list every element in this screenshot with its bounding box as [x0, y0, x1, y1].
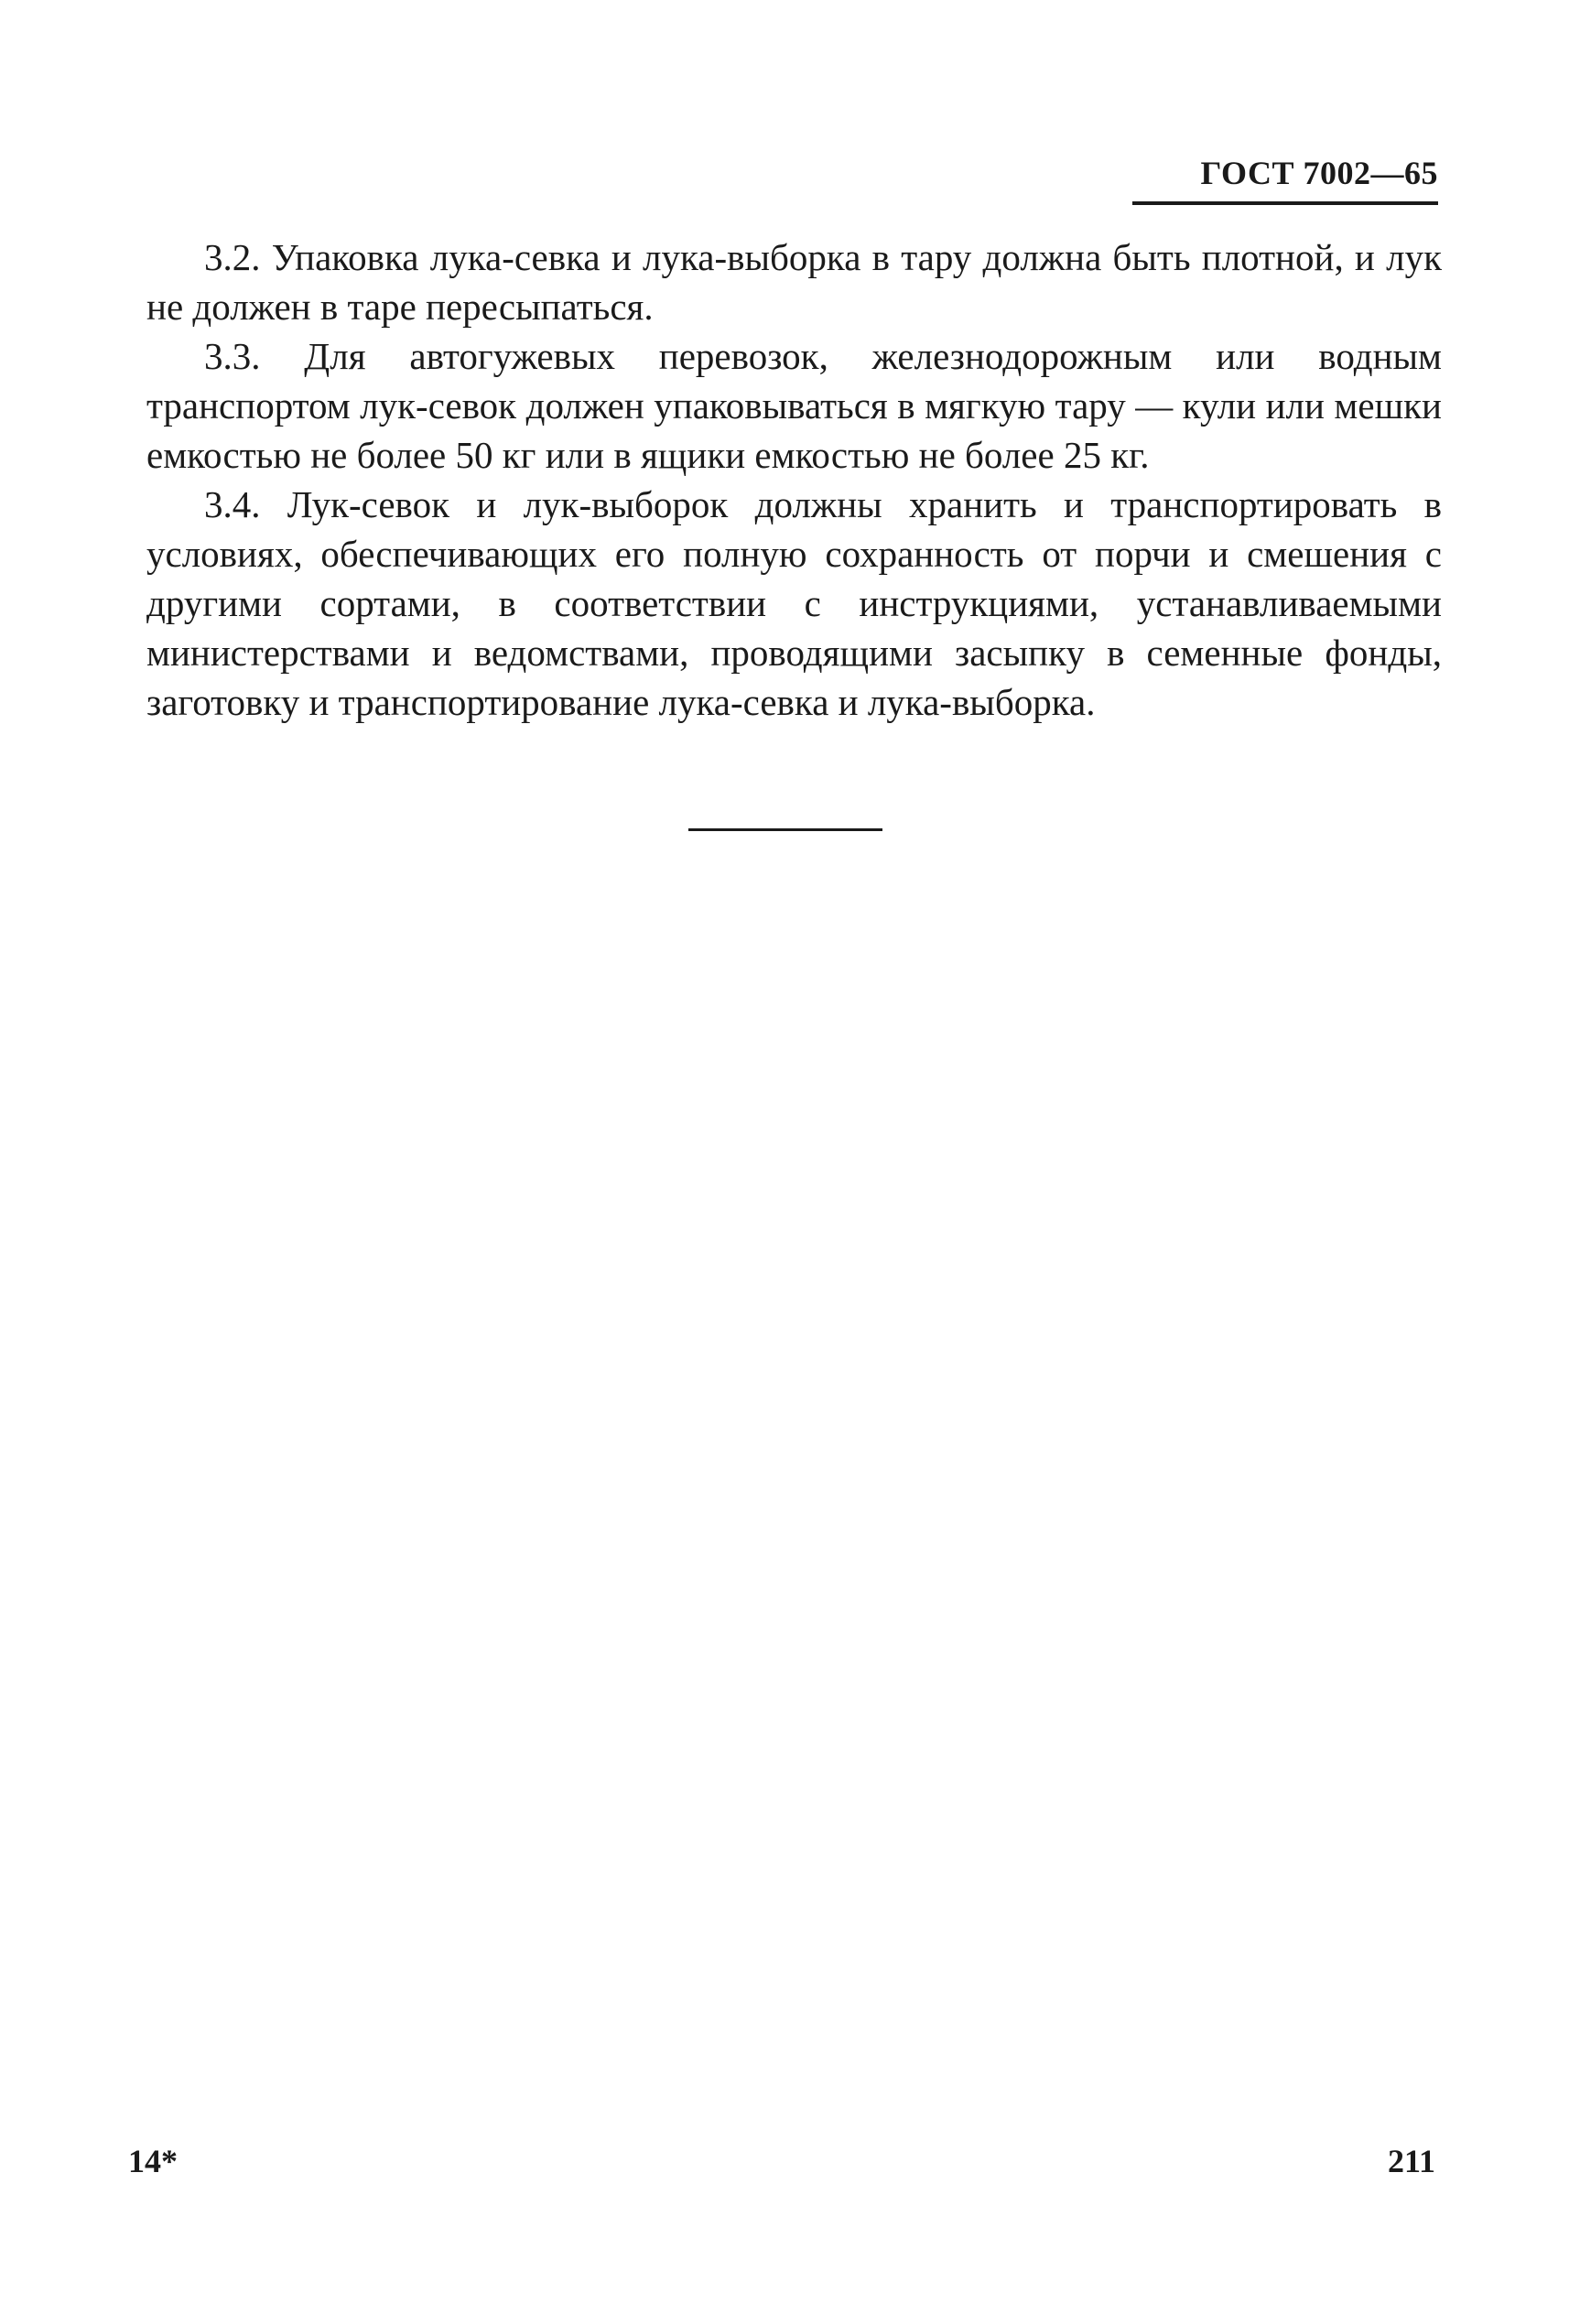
paragraph-3-4: 3.4. Лук-севок и лук-выборок должны хранить и транспортировать в условиях, обеспечивающих его полную сохранность от порчи и смешения с другими сортами, в соответствии с инструкциями, устанавливаемыми министерствами и ведомствами, проводящими засыпку в семенные фонды, заготовку и транспортирование лука-севка и лука-выборка.	[146, 483, 1442, 723]
page-number: 211	[1387, 2143, 1435, 2179]
section-end-rule	[688, 828, 882, 831]
paragraph-3-3: 3.3. Для автогужевых перевозок, железнодорожным или водным транспортом лук-севок должен упаковываться в мягкую тару — кули или мешки емкостью не более 50 кг или в ящики емкостью не более 25 кг.	[146, 335, 1442, 476]
signature-mark: 14*	[128, 2143, 178, 2179]
standard-code-header: ГОСТ 7002—65	[1200, 155, 1438, 191]
body-text	[146, 232, 1442, 727]
header-rule	[1132, 201, 1438, 205]
paragraph-3-2: 3.2. Упаковка лука-севка и лука-выборка в тару должна быть плотной, и лук не должен в таре пересыпаться.	[146, 236, 1442, 328]
